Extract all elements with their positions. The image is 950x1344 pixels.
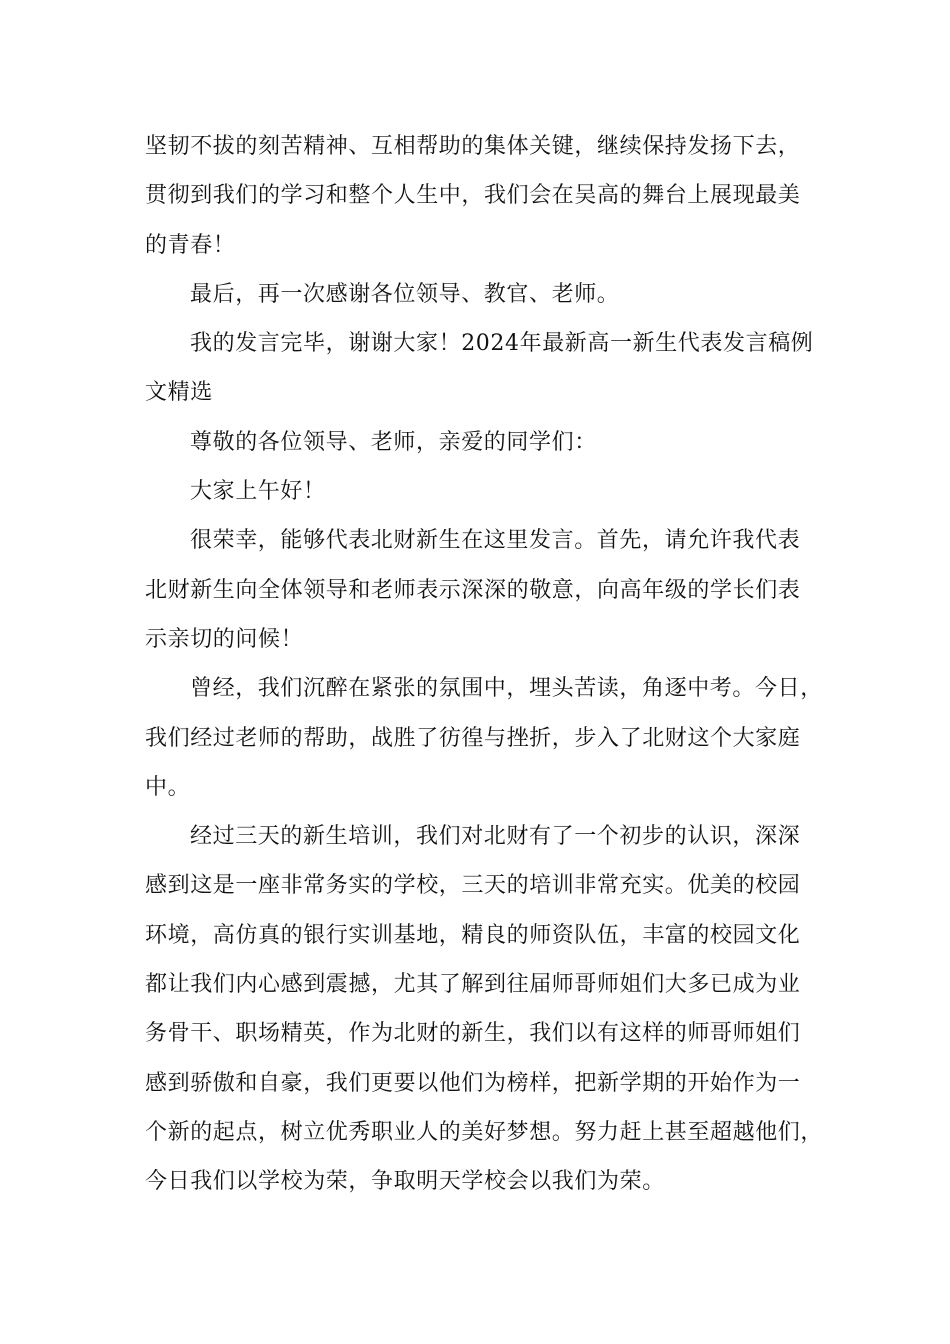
text-line: 北财新生向全体领导和老师表示深深的敬意，向高年级的学长们表 [145,577,801,603]
text-line: 感到这是一座非常务实的学校，三天的培训非常充实。优美的校园 [145,873,801,899]
paragraph-7 [145,664,835,812]
paragraph-2 [145,270,835,319]
text-line: 个新的起点，树立优秀职业人的美好梦想。努力赶上甚至超越他们， [145,1119,824,1145]
text-line: 贯彻到我们的学习和整个人生中，我们会在吴高的舞台上展现最美 [145,183,801,209]
paragraph-6 [145,516,835,664]
text-line: 我们经过老师的帮助，战胜了彷徨与挫折，步入了北财这个大家庭 [145,725,801,751]
text-line: 我的发言完毕，谢谢大家！2024年最新高一新生代表发言稿例 [190,331,814,357]
text-line: 环境，高仿真的银行实训基地，精良的师资队伍，丰富的校园文化 [145,922,801,948]
text-line: 示亲切的问候！ [145,626,304,652]
text-line: 感到骄傲和自豪，我们更要以他们为榜样，把新学期的开始作为一 [145,1070,801,1096]
text-line: 的青春！ [145,232,236,258]
paragraph-8 [145,812,835,1206]
text-line: 坚韧不拔的刻苦精神、互相帮助的集体关键，继续保持发扬下去， [145,134,801,159]
paragraph-5 [145,467,835,516]
text-line: 最后，再一次感谢各位领导、教官、老师。 [190,281,620,307]
text-line: 今日我们以学校为荣，争取明天学校会以我们为荣。 [145,1169,665,1195]
document-body [145,122,835,1207]
text-line: 经过三天的新生培训，我们对北财有了一个初步的认识，深深 [190,824,801,850]
text-line: 文精选 [145,380,213,406]
text-line: 中。 [145,774,191,800]
text-line: 很荣幸，能够代表北财新生在这里发言。首先，请允许我代表 [190,528,801,554]
paragraph-4 [145,418,835,467]
paragraph-1 [145,122,835,270]
paragraph-3 [145,319,835,418]
text-line: 都让我们内心感到震撼，尤其了解到往届师哥师姐们大多已成为业 [145,972,801,998]
text-line: 尊敬的各位领导、老师，亲爱的同学们： [190,429,597,455]
text-line: 务骨干、职场精英，作为北财的新生，我们以有这样的师哥师姐们 [145,1021,801,1047]
text-line: 曾经，我们沉醉在紧张的氛围中，埋头苦读，角逐中考。今日， [190,676,823,702]
text-line: 大家上午好！ [190,479,326,505]
